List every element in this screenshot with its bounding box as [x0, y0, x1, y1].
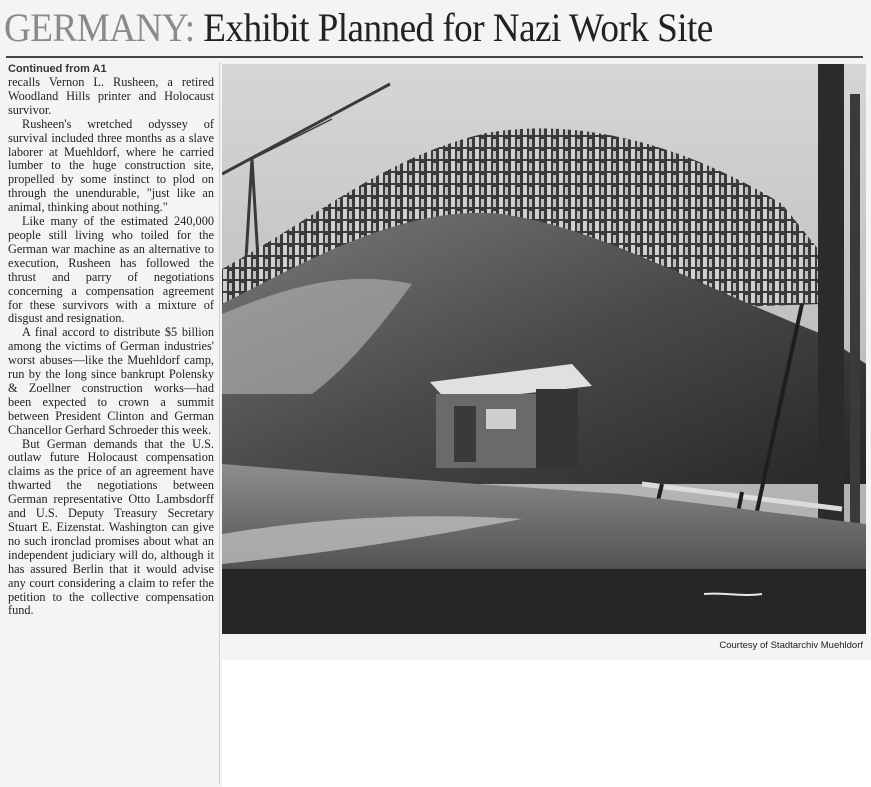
article-paragraph: But German demands that the U.S. outlaw future Holocaust compensation claims as the price of an agreement have thwarted the negotiations between German representative Otto Lambsdorff and U.S. Deputy Treasury Secretary Stuart E. Eizenstat. Washington can give no such ironclad promises about what an independent judiciary will do, although it has assured Berlin that it would advise any court considering a claim to refer the petition to the collective compensation fund.	[8, 436, 214, 618]
column-divider	[219, 62, 220, 784]
article-paragraph: A final accord to distribute $5 billion among the victims of German industries' worst abuses—like the Muehldorf camp, run by the long since bankrupt Polensky & Zoellner construction works—had been expected to crown a summit between President Clinton and German Chancellor Gerhard Schroeder this week.	[8, 325, 214, 437]
article-paragraph: Like many of the estimated 240,000 people still living who toiled for the German war machine as an alternative to execution, Rusheen has followed the thrust and parry of negotiations concerning a compensation agreement for these survivors with a mixture of disgust and resignation.	[8, 214, 214, 326]
article-paragraph: recalls Vernon L. Rusheen, a retired Woodland Hills printer and Holocaust survivor.	[8, 75, 214, 117]
photo-illustration	[222, 64, 866, 634]
headline	[4, 0, 807, 56]
foreground-shadow	[222, 569, 866, 634]
headline-title: Exhibit Planned for Nazi Work Site	[203, 5, 713, 50]
photo-credit: Courtesy of Stadtarchiv Muehldorf	[719, 640, 863, 651]
headline-kicker: GERMANY:	[4, 5, 195, 50]
article-column	[4, 58, 214, 784]
wooden-hut	[430, 364, 592, 469]
article-paragraph: Rusheen's wretched odyssey of survival included three months as a slave laborer at Muehldorf, where he carried lumber to the huge construction site, propelled by some instinct to plod on through the unendurable, "just like an animal, thinking about nothing."	[8, 116, 214, 215]
continued-from-label: Continued from A1	[8, 63, 107, 75]
construction-site-photo	[222, 64, 866, 634]
blank-margin	[222, 660, 871, 787]
